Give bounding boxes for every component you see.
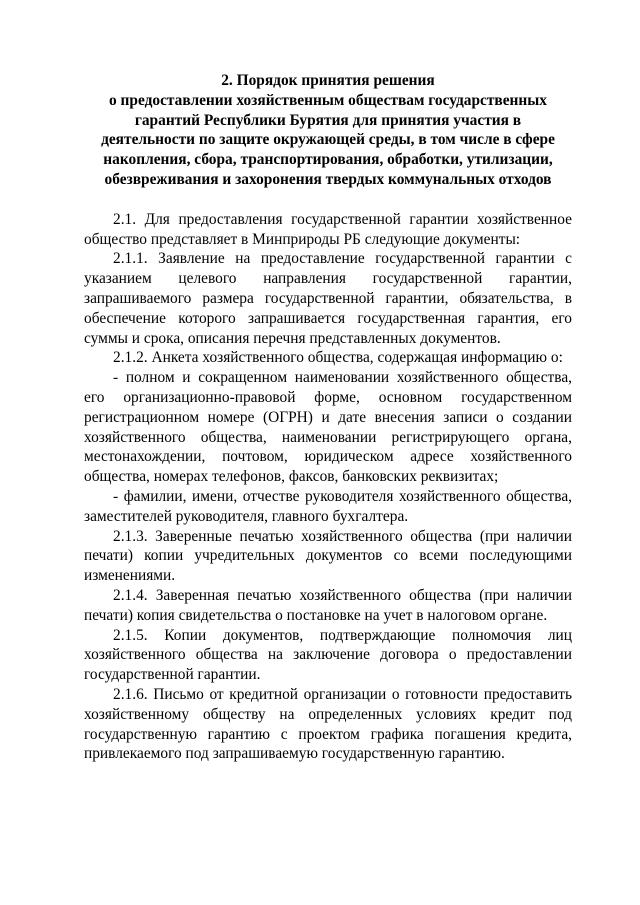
- heading-line-2: о предоставлении хозяйственным обществам государственных: [109, 91, 547, 109]
- list-item-management: - фамилии, имени, отчестве руководителя хозяйственного общества, заместителей руководителя, главного бухгалтера.: [84, 487, 572, 525]
- heading-line-3: гарантий Республики Бурятия для принятия участия в: [134, 111, 522, 129]
- heading-line-4: деятельности по защите окружающей среды, в том числе в сфере: [101, 131, 555, 149]
- heading-line-5: накопления, сбора, транспортирования, обработки, утилизации,: [103, 151, 553, 169]
- list-item-company-names: - полном и сокращенном наименовании хозяйственного общества, его организационно-правовой форме, основном государственном регистрационном номере (ОГРН) и дате внесения записи о создании хозяйственного общества, наименовании регистрирующего органа, местонахождении, почтовом, юридическом адресе хозяйственного общества, номерах телефонов, факсов, банковских реквизитах;: [84, 369, 572, 486]
- paragraph-2-1-2: 2.1.2. Анкета хозяйственного общества, содержащая информацию о:: [113, 349, 563, 367]
- paragraph-2-1-6: 2.1.6. Письмо от кредитной организации о готовности предоставить хозяйственному обществу на определенных условиях кредит под государственную гарантию с проектом графика погашения кредита, привлекаемого под запрашиваемую государственную гарантию.: [84, 685, 572, 763]
- heading-line-6: обезвреживания и захоронения твердых коммунальных отходов: [104, 170, 552, 188]
- heading-line-1: 2. Порядок принятия решения: [221, 72, 435, 89]
- paragraph-2-1-4: 2.1.4. Заверенная печатью хозяйственного общества (при наличии печати) копия свидетельства о постановке на учет в налоговом органе.: [84, 586, 572, 624]
- paragraph-2-1-3: 2.1.3. Заверенные печатью хозяйственного общества (при наличии печати) копии учредительных документов со всеми последующими изменениями.: [84, 527, 572, 585]
- paragraph-2-1-5: 2.1.5. Копии документов, подтверждающие полномочия лиц хозяйственного общества на заключение договора о предоставлении государственной гарантии.: [84, 626, 572, 684]
- paragraph-2-1: 2.1. Для предоставления государственной гарантии хозяйственное общество представляет в Минприроды РБ следующие документы:: [84, 210, 572, 248]
- paragraph-2-1-1: 2.1.1. Заявление на предоставление государственной гарантии с указанием целевого направления государственной гарантии, запрашиваемого размера государственной гарантии, обязательства, в обеспечение которого запрашивается государственная гарантия, его суммы и срока, описания перечня представленных документов.: [84, 250, 572, 347]
- document-page: [84, 71, 572, 764]
- section-heading: [84, 71, 572, 190]
